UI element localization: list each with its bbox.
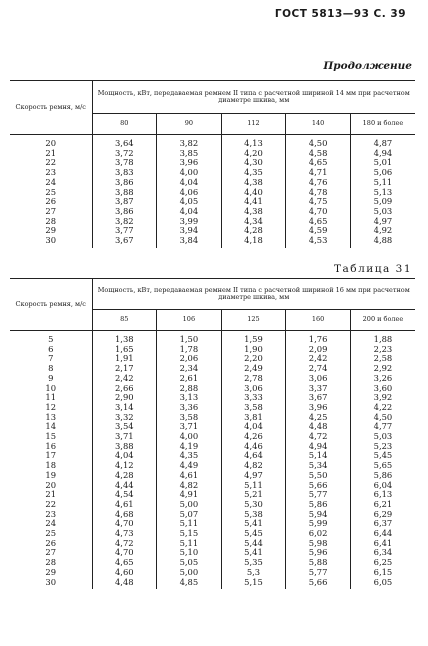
power-values-column: 3,82 3,85 3,96 4,00 4,04 4,06 4,05 4,04 3,99 3,94 3,84 (157, 135, 222, 248)
power-values-column: 4,50 4,58 4,65 4,71 4,76 4,78 4,75 4,70 4,65 4,59 4,53 (286, 135, 351, 248)
power-values-column: 3,64 3,72 3,78 3,83 3,86 3,88 3,87 3,86 3,82 3,77 3,67 (92, 135, 157, 248)
power-values-column: 1,76 2,09 2,42 2,74 3,06 3,37 3,67 3,96 4,25 4,48 4,72 4,94 5,14 5,34 5,50 5,66 5,77 5,86 5,94 5,99 6,02 5,98 5,96 5,88 5,77 5,66 (286, 331, 351, 590)
power-header: Мощность, кВт, передаваемая ремнем II типа с расчетной шириной 16 мм при расчетном диаметре шкива, мм (92, 279, 415, 310)
power-values-column: 4,13 4,20 4,30 4,35 4,38 4,40 4,41 4,38 4,34 4,28 4,18 (221, 135, 286, 248)
speed-values: 20 21 22 23 24 25 26 27 28 29 30 (10, 135, 92, 248)
page-header: ГОСТ 5813—93 С. 39 (274, 8, 406, 20)
power-values-column: 1,59 1,90 2,20 2,49 2,78 3,06 3,33 3,58 3,81 4,04 4,26 4,46 4,64 4,82 4,97 5,11 5,21 5,30 5,38 5,41 5,45 5,44 5,41 5,35 5,3 5,15 (221, 331, 286, 590)
table-31-label: Таблица 31 (334, 263, 412, 275)
power-values-column: 1,88 2,23 2,58 2,92 3,26 3,60 3,92 4,22 4,50 4,77 5,03 5,23 5,45 5,65 5,86 6,04 6,13 6,21 6,29 6,37 6,44 6,41 6,34 6,25 6,15 6,05 (350, 331, 415, 590)
diameter-column-header: 106 (157, 310, 222, 331)
diameter-column-header: 80 (92, 114, 157, 135)
power-values-column: 4,87 4,94 5,01 5,06 5,11 5,13 5,09 5,03 4,97 4,92 4,88 (350, 135, 415, 248)
diameter-column-header: 125 (221, 310, 286, 331)
diameter-column-header: 140 (286, 114, 351, 135)
diameter-column-header: 90 (157, 114, 222, 135)
power-values-column: 1,50 1,78 2,06 2,34 2,61 2,88 3,13 3,36 3,58 3,71 4,00 4,19 4,35 4,49 4,61 4,82 4,91 5,00 5,07 5,11 5,15 5,11 5,10 5,05 5,00 4,85 (157, 331, 222, 590)
diameter-column-header: 180 и более (350, 114, 415, 135)
speed-column-header: Скорость ремня, м/с (10, 279, 92, 331)
power-table-16mm (10, 278, 415, 589)
speed-column-header: Скорость ремня, м/с (10, 81, 92, 135)
diameter-column-header: 112 (221, 114, 286, 135)
power-values-column: 1,38 1,65 1,91 2,17 2,42 2,66 2,90 3,14 3,32 3,54 3,71 3,88 4,04 4,12 4,28 4,44 4,54 4,61 4,68 4,70 4,73 4,72 4,70 4,65 4,60 4,48 (92, 331, 157, 590)
diameter-column-header: 200 и более (350, 310, 415, 331)
speed-values: 5 6 7 8 9 10 11 12 13 14 15 16 17 18 19 20 21 22 23 24 25 26 27 28 29 30 (10, 331, 92, 590)
power-table-14mm (10, 80, 415, 248)
continuation-label: Продолжение (323, 60, 412, 72)
power-header: Мощность, кВт, передаваемая ремнем II типа с расчетной шириной 14 мм при расчетном диаметре шкива, мм (92, 81, 415, 114)
diameter-column-header: 85 (92, 310, 157, 331)
diameter-column-header: 160 (286, 310, 351, 331)
